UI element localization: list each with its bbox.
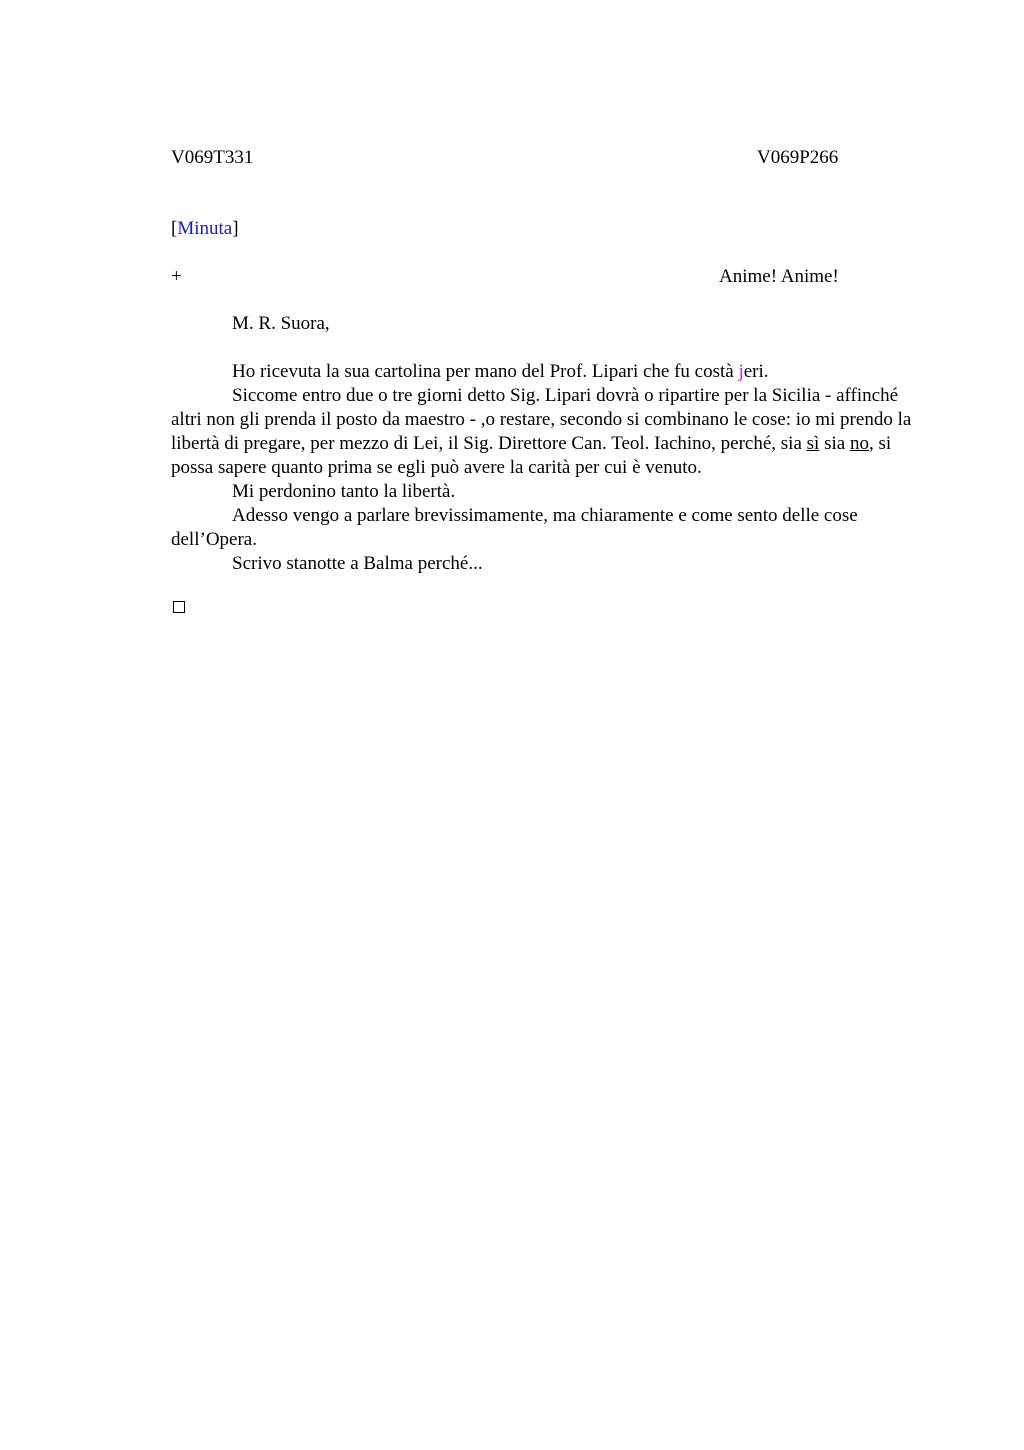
document-code-right: V069P266 xyxy=(757,147,839,168)
paragraph-5: Scrivo stanotte a Balma perché... xyxy=(232,553,483,574)
cross-mark: + xyxy=(171,266,182,287)
note-open-bracket: [ xyxy=(171,218,178,239)
paragraph-2-text: Siccome entro due o tre giorni detto Sig. Lipari dovrà o ripartire per la Sicilia - affinché altri non gli prenda il posto da maestro - ,o restare, secondo si combinano le cose: io mi prendo la libertà di pregare, per mezzo di Lei, il Sig. Direttore Can. Teol. Iachino, perché, sia xyxy=(171,385,912,454)
paragraph-2-end: , si possa sapere quanto prima se egli può avere la carità per cui è venuto. xyxy=(171,433,892,478)
paragraph-2 xyxy=(171,384,921,480)
note-label: Minuta xyxy=(177,218,233,239)
paragraph-2-mid: sia xyxy=(819,433,850,454)
underlined-si: sì xyxy=(806,433,820,454)
paragraph-1-text: Ho ricevuta la sua cartolina per mano del Prof. Lipari che fu costà xyxy=(232,361,739,382)
letter-body xyxy=(171,360,921,576)
end-of-text-box-icon xyxy=(173,601,185,613)
paragraph-1-end: eri. xyxy=(743,361,769,382)
note-close-bracket: ] xyxy=(232,218,239,239)
document-code-left: V069T331 xyxy=(171,147,254,168)
highlighted-letter: j xyxy=(738,361,744,382)
editorial-note xyxy=(171,217,239,241)
paragraph-4: Adesso vengo a parlare brevissimamente, ma chiaramente e come sento delle cose dell’Opera. xyxy=(171,505,858,550)
paragraph-3: Mi perdonino tanto la libertà. xyxy=(232,481,456,502)
paragraph-1 xyxy=(171,360,921,384)
motto: Anime! Anime! xyxy=(719,266,839,287)
underlined-no: no xyxy=(849,433,869,454)
salutation: M. R. Suora, xyxy=(232,313,330,334)
